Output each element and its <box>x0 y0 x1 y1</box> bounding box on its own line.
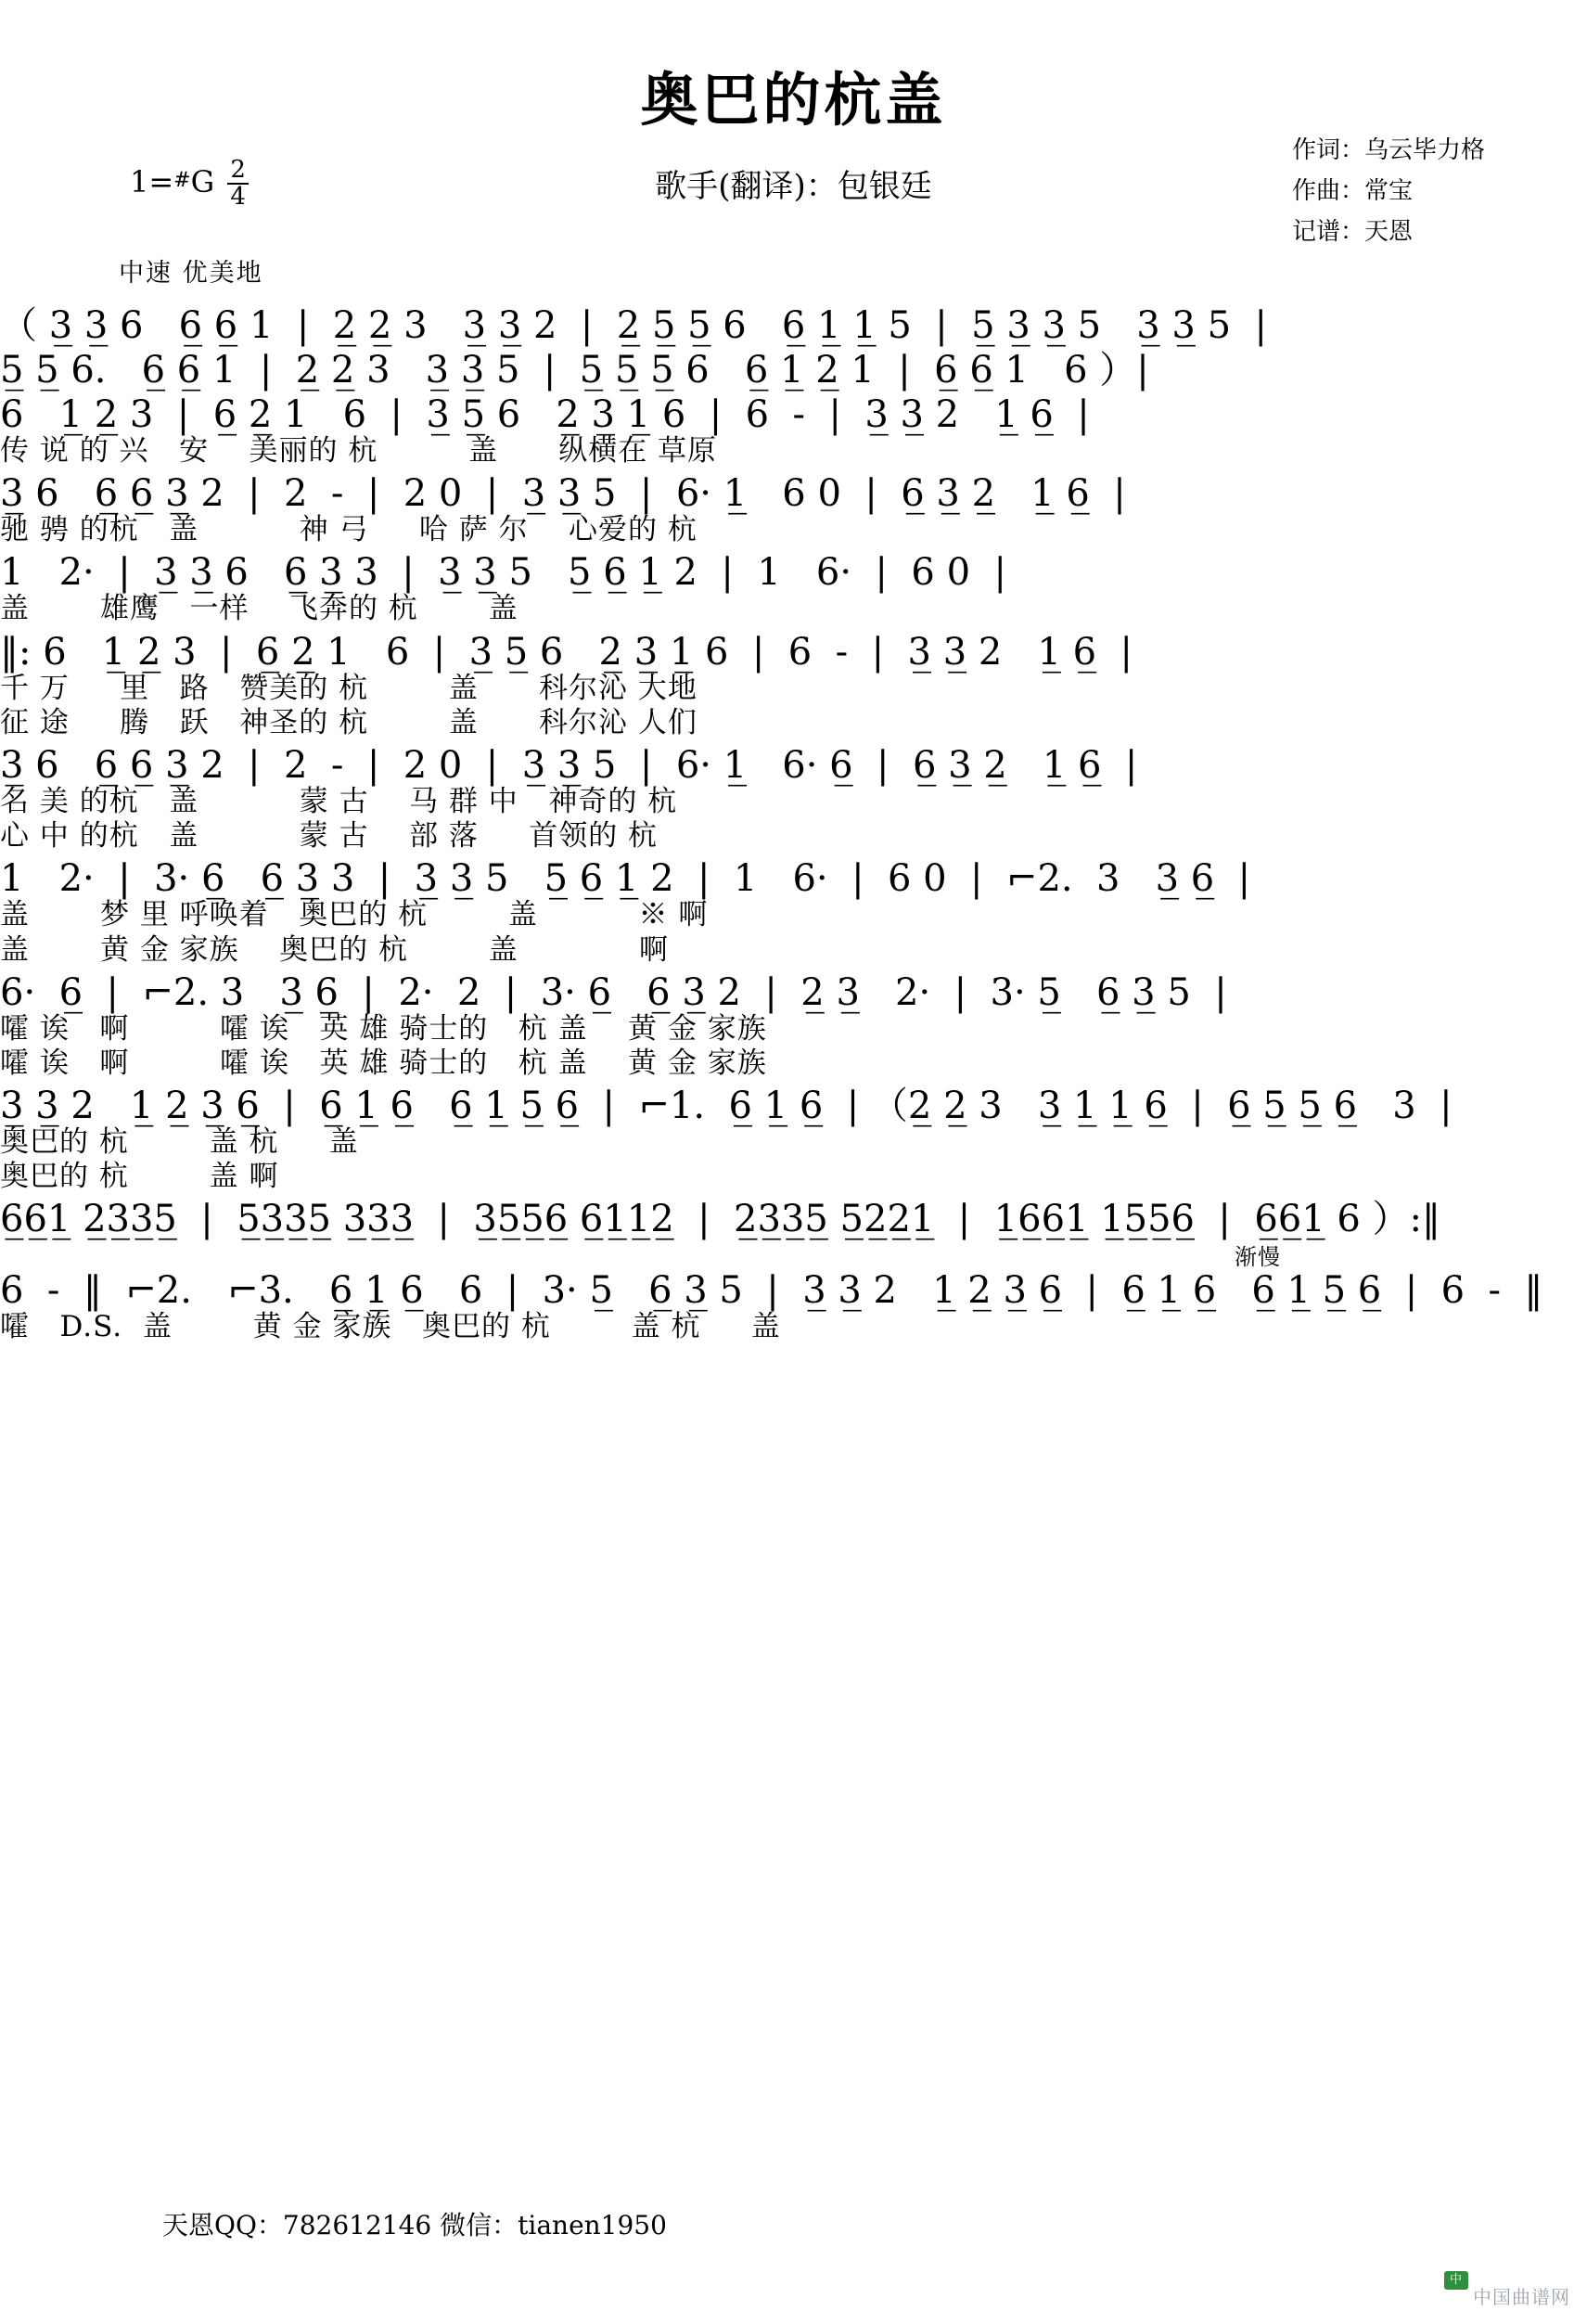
lyrics-row-verse2: 征 途 腾 跃 神圣的 杭 盖 科尔沁 人们 <box>0 705 698 739</box>
lyrics-row-verse1: 嚯 诶 啊 嚯 诶 英 雄 骑士的 杭 盖 黄 金 家族 <box>0 1011 767 1046</box>
transcriber-credit: 记谱：天恩 <box>1291 218 1413 246</box>
contact-footer: 天恩QQ：782612146 微信：tianen1950 <box>162 2210 667 2241</box>
notes-row: 6 - ‖ ⌐2. ⌐3. 6̲ 1̲ 6̲ 6 | 3· 5̲ 6̲ 3̲ 5 | 3̲ 3̲ 2 1̲ 2̲ 3̲ 6̲ | 6̲ 1̲ 6̲ 6̲ 1̲ 5̲ 6̲ | 6 - ‖ <box>0 1269 1543 1313</box>
notes-row: （ 3̲ 3̲ 6 6̲ 6̲ 1 | 2̲ 2̲ 3 3̲ 3̲ 2 | 2̲ 5̲ 5̲ 6 6̲ 1̲ 1̲ 5 | 5̲ 3̲ 3̲ 5 3̲ 3̲ 5 | <box>0 304 1267 347</box>
notes-row: 5̲ 5̲ 6. 6̲ 6̲ 1 | 2̲ 2̲ 3 3̲ 3̲ 5 | 5̲ 5̲ 5̲ 6 6̲ 1̲ 2̲ 1 | 6̲ 6̲ 1 6 ）| <box>0 349 1149 392</box>
notes-row: 1 2· | 3̲ 3̲ 6 6̲ 3̲ 3 | 3̲ 3̲ 5 5̲ 6̲ 1̲ 2 | 1 6· | 6 0 | <box>0 551 1006 595</box>
time-signature <box>227 158 249 211</box>
notes-row: 6̲6̲1̲ 2̲3̲3̲5̲ | 5̲3̲3̲5̲ 3̲3̲3̲ | 3̲5̲5̲6̲ 6̲1̲1̲2̲ | 2̲3̲3̲5̲ 5̲2̲2̲1̲ | 1̲6̲6̲1̲ 1̲5̲5̲6̲ | 6̲6̲1̲ 6 ）:‖ <box>0 1198 1441 1241</box>
system-intro-1 <box>0 306 1587 345</box>
watermark-text: 中国曲谱网 <box>1473 2286 1570 2308</box>
lyrics-row-verse2: 嚯 诶 啊 嚯 诶 英 雄 骑士的 杭 盖 黄 金 家族 <box>0 1046 767 1080</box>
site-watermark <box>1444 2271 1570 2309</box>
lyrics-row-verse2: 心 中 的杭 盖 蒙 古 部 落 首领的 杭 <box>0 819 659 854</box>
watermark-badge: 中国 <box>1444 2271 1468 2290</box>
performer-line: 歌手(翻译)：包银廷 <box>655 168 932 205</box>
lyrics-row: 驰 骋 的杭 盖 神 弓 哈 萨 尔 心爱的 杭 <box>0 513 698 547</box>
system-bridge-1 <box>0 970 1587 1081</box>
system-coda-1 <box>0 1200 1587 1239</box>
lyrics-row-verse2: 盖 黄 金 家族 奥巴的 杭 盖 啊 <box>0 932 670 967</box>
system-verse-1 <box>0 395 1587 469</box>
lyrics-row-verse1: 盖 梦 里 呼唤着 奥巴的 杭 盖 ※ 啊 <box>0 898 709 932</box>
notes-row: 1 2· | 3· 6̲ 6̲ 3̲ 3 | 3̲ 3̲ 5 5̲ 6̲ 1̲ 2 | 1 6· | 6 0 | ⌐2. 3 3̲ 6̲ | <box>0 857 1251 901</box>
system-coda-2 <box>0 1244 1587 1344</box>
notes-row: 3̲ 6 6̲ 6̲ 3̲ 2 | 2 - | 2 0 | 3̲ 3̲ 5 | 6· 1̲ 6· 6̲ | 6̲ 3̲ 2̲ 1̲ 6̲ | <box>0 743 1138 787</box>
credits-block <box>1292 130 1485 252</box>
ritardando-marking: 渐慢 <box>1235 1244 1281 1271</box>
page-title: 奥巴的杭盖 <box>640 66 947 134</box>
lyrics-row-verse1: 奥巴的 杭 盖 杭 盖 <box>0 1125 359 1160</box>
time-denominator: 4 <box>230 183 246 212</box>
lyrics-row: 传 说 的 兴 安 美丽的 杭 盖 纵横在 草原 <box>0 434 718 468</box>
system-intro-2 <box>0 351 1587 390</box>
notes-row: ‖: 6 1̲ 2̲ 3 | 6̲ 2̲ 1 6 | 3̲ 5̲ 6 2̲ 3̲ 1̲ 6 | 6 - | 3̲ 3̲ 2 1̲ 6̲ | <box>0 630 1133 674</box>
system-verse-2 <box>0 474 1587 547</box>
notes-row: 6 1̲ 2̲ 3 | 6̲ 2̲ 1 6 | 3̲ 5̲ 6 2̲ 3̲ 1̲ 6 | 6 - | 3̲ 3̲ 2 1̲ 6̲ | <box>0 393 1090 436</box>
tempo-marking: 中速 优美地 <box>119 259 263 288</box>
lyrics-row-verse1: 名 美 的杭 盖 蒙 古 马 群 中 神奇的 杭 <box>0 784 678 818</box>
lyrics-row-verse2: 奥巴的 杭 盖 啊 <box>0 1160 279 1194</box>
lyrics-row: 嚯 D.S. 盖 黄 金 家族 奥巴的 杭 盖 杭 盖 <box>0 1310 781 1344</box>
system-bridge-2 <box>0 1086 1587 1194</box>
lyrics-row-verse1: 千 万 里 路 赞美的 杭 盖 科尔沁 大地 <box>0 671 698 705</box>
system-chorus-3 <box>0 859 1587 967</box>
notes-row: 3̲ 6 6̲ 6̲ 3̲ 2 | 2 - | 2 0 | 3̲ 3̲ 5 | 6· 1̲ 6 0 | 6̲ 3̲ 2̲ 1̲ 6̲ | <box>0 472 1126 516</box>
sharp-symbol: # <box>173 168 191 192</box>
key-note: G <box>190 163 215 199</box>
lyrics-row: 盖 雄鹰 一样 飞奔的 杭 盖 <box>0 592 518 626</box>
score-body <box>0 306 1587 1350</box>
composer-credit: 作曲：常宝 <box>1291 177 1413 205</box>
key-and-time-signature <box>130 158 249 211</box>
system-chorus-2 <box>0 743 1587 854</box>
system-verse-3 <box>0 553 1587 626</box>
notes-row: 6· 6̲ | ⌐2. 3 3̲ 6̲ | 2· 2 | 3· 6̲ 6̲ 3̲ 2 | 2̲ 3̲ 2· | 3· 5̲ 6̲ 3̲ 5 | <box>0 970 1227 1014</box>
time-numerator: 2 <box>227 158 249 185</box>
lyricist-credit: 作词：乌云毕力格 <box>1291 136 1485 164</box>
system-chorus-1 <box>0 630 1587 740</box>
notes-row: 3̲ 3̲ 2 1̲ 2̲ 3̲ 6̲ | 6̲ 1̲ 6̲ 6̲ 1̲ 5̲ 6̲ | ⌐1. 6̲ 1̲ 6̲ | （2̲ 2̲ 3 3̲ 1̲ 1̲ 6̲ | 6̲ 5̲ 5̲ 6̲ 3 | <box>0 1085 1453 1128</box>
key-prefix: 1= <box>130 163 174 199</box>
